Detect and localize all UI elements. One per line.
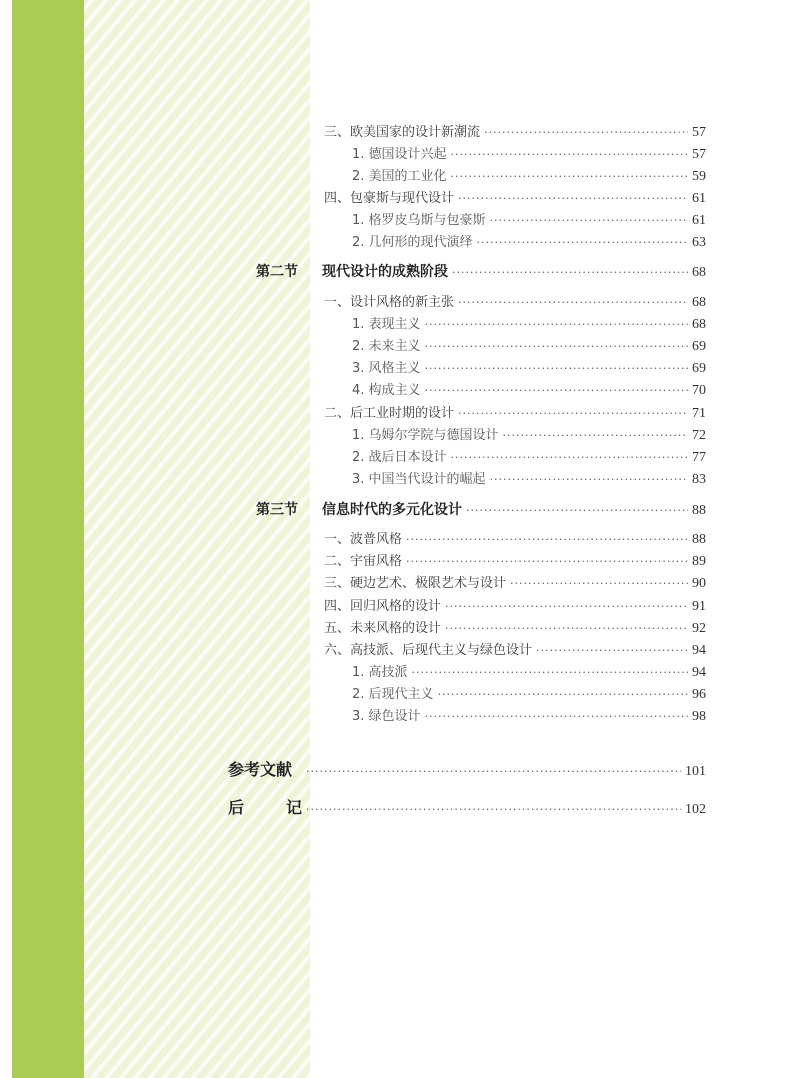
toc-entry[interactable] <box>324 598 706 616</box>
toc-entry[interactable] <box>352 382 706 400</box>
section-title: 现代设计的成熟阶段 <box>322 264 448 280</box>
toc-entry-page: 91 <box>692 599 706 614</box>
toc-leader-dots <box>484 124 688 142</box>
toc-leader-dots <box>406 553 688 571</box>
toc-entry[interactable] <box>352 427 706 445</box>
toc-entry-label: 四、包豪斯与现代设计 <box>324 191 455 206</box>
toc-leader-dots <box>490 471 688 489</box>
toc-entry-page: 92 <box>692 621 706 636</box>
toc-entry[interactable] <box>324 531 706 549</box>
toc-entry-label: 2. 后现代主义 <box>352 687 434 702</box>
toc-entry-label: 五、未来风格的设计 <box>324 621 442 636</box>
toc-entry-page: 68 <box>692 295 706 310</box>
section-number: 第三节 <box>256 502 298 518</box>
toc-entry[interactable] <box>352 168 706 186</box>
toc-afterword[interactable] <box>228 799 706 819</box>
toc-leader-dots <box>425 360 688 378</box>
toc-leader-dots <box>503 427 688 445</box>
toc-entry-page: 98 <box>692 709 706 724</box>
afterword-char-2: 记 <box>285 798 302 817</box>
toc-entry[interactable] <box>324 620 706 638</box>
toc-entry[interactable] <box>352 686 706 704</box>
toc-entry-page: 61 <box>692 191 706 206</box>
toc-entry[interactable] <box>352 338 706 356</box>
toc-entry[interactable] <box>352 234 706 252</box>
toc-entry-page: 88 <box>692 532 706 547</box>
toc-entry-page: 57 <box>692 125 706 140</box>
toc-entry-page: 77 <box>692 450 706 465</box>
toc-entry[interactable] <box>352 664 706 682</box>
toc-entry[interactable] <box>324 190 706 208</box>
toc-entry[interactable] <box>324 124 706 142</box>
toc-leader-dots <box>466 502 688 520</box>
toc-entry[interactable] <box>352 449 706 467</box>
toc-entry[interactable] <box>324 553 706 571</box>
toc-leader-dots <box>425 382 688 400</box>
toc-leader-dots <box>452 264 688 282</box>
section-page: 88 <box>692 503 706 518</box>
toc-leader-dots <box>510 575 688 593</box>
references-page: 101 <box>685 764 706 779</box>
toc-entry[interactable] <box>352 708 706 726</box>
toc-entry-label: 2. 几何形的现代演绎 <box>352 235 473 250</box>
toc-entry-page: 59 <box>692 169 706 184</box>
toc-entry[interactable] <box>352 471 706 489</box>
toc-section-2[interactable] <box>256 263 706 282</box>
toc-leader-dots <box>306 763 681 781</box>
toc-entry-label: 1. 乌姆尔学院与德国设计 <box>352 428 499 443</box>
afterword-title <box>228 799 302 817</box>
toc-entry-page: 90 <box>692 576 706 591</box>
toc-leader-dots <box>451 449 688 467</box>
toc-entry-page: 69 <box>692 339 706 354</box>
toc-leader-dots <box>425 708 688 726</box>
toc-entry[interactable] <box>352 212 706 230</box>
toc-leader-dots <box>425 316 688 334</box>
toc-entry-page: 68 <box>692 317 706 332</box>
toc-entry-page: 63 <box>692 235 706 250</box>
toc-entry[interactable] <box>324 294 706 312</box>
section-title: 信息时代的多元化设计 <box>322 502 462 518</box>
toc-entry-label: 3. 绿色设计 <box>352 709 421 724</box>
toc-section-3[interactable] <box>256 501 706 520</box>
toc-entry-page: 94 <box>692 665 706 680</box>
toc-entry-label: 二、宇宙风格 <box>324 554 403 569</box>
toc-entry[interactable] <box>324 575 706 593</box>
toc-entry-label: 2. 战后日本设计 <box>352 450 447 465</box>
toc-entry-page: 57 <box>692 147 706 162</box>
toc-entry-page: 89 <box>692 554 706 569</box>
toc-entry-label: 2. 未来主义 <box>352 339 421 354</box>
toc-leader-dots <box>458 405 688 423</box>
toc-leader-dots <box>306 801 681 819</box>
toc-leader-dots <box>477 234 688 252</box>
toc-entry-page: 72 <box>692 428 706 443</box>
toc-entry-label: 2. 美国的工业化 <box>352 169 447 184</box>
toc-entry-label: 一、设计风格的新主张 <box>324 295 455 310</box>
toc-entry-label: 一、波普风格 <box>324 532 403 547</box>
toc-entry[interactable] <box>324 405 706 423</box>
toc-leader-dots <box>458 294 688 312</box>
toc-leader-dots <box>425 338 688 356</box>
toc-entry-label: 4. 构成主义 <box>352 383 421 398</box>
toc-entry-label: 二、后工业时期的设计 <box>324 406 455 421</box>
toc-entry[interactable] <box>352 316 706 334</box>
toc-entry-label: 1. 表现主义 <box>352 317 421 332</box>
toc-leader-dots <box>536 642 688 660</box>
toc-leader-dots <box>458 190 688 208</box>
toc-leader-dots <box>438 686 688 704</box>
toc-entry-page: 61 <box>692 213 706 228</box>
toc-entry[interactable] <box>352 360 706 378</box>
toc-entry[interactable] <box>352 146 706 164</box>
toc-entry-page: 70 <box>692 383 706 398</box>
references-title: 参考文献 <box>228 760 293 779</box>
toc-entry-label: 1. 德国设计兴起 <box>352 147 447 162</box>
toc-entry-label: 三、硬边艺术、极限艺术与设计 <box>324 576 507 591</box>
toc-leader-dots <box>451 168 688 186</box>
toc-entry-label: 1. 格罗皮乌斯与包豪斯 <box>352 213 486 228</box>
toc-leader-dots <box>451 146 688 164</box>
toc-entry[interactable] <box>324 642 706 660</box>
toc-leader-dots <box>445 620 688 638</box>
toc-leader-dots <box>490 212 688 230</box>
toc-entry-label: 3. 中国当代设计的崛起 <box>352 472 486 487</box>
toc-entry-page: 71 <box>692 406 706 421</box>
toc-references[interactable] <box>228 761 706 781</box>
toc-entry-label: 六、高技派、后现代主义与绿色设计 <box>324 643 533 658</box>
toc-entry-page: 83 <box>692 472 706 487</box>
section-page: 68 <box>692 265 706 280</box>
toc-entry-label: 1. 高技派 <box>352 665 408 680</box>
toc-leader-dots <box>445 598 688 616</box>
toc-entry-page: 96 <box>692 687 706 702</box>
toc-entry-page: 69 <box>692 361 706 376</box>
afterword-page: 102 <box>685 802 706 817</box>
afterword-char-1: 后 <box>228 798 245 817</box>
section-number: 第二节 <box>256 264 298 280</box>
toc-leader-dots <box>406 531 688 549</box>
toc-entry-label: 四、回归风格的设计 <box>324 599 442 614</box>
toc-entry-label: 3. 风格主义 <box>352 361 421 376</box>
toc-entry-page: 94 <box>692 643 706 658</box>
toc-leader-dots <box>412 664 688 682</box>
toc-entry-label: 三、欧美国家的设计新潮流 <box>324 125 481 140</box>
